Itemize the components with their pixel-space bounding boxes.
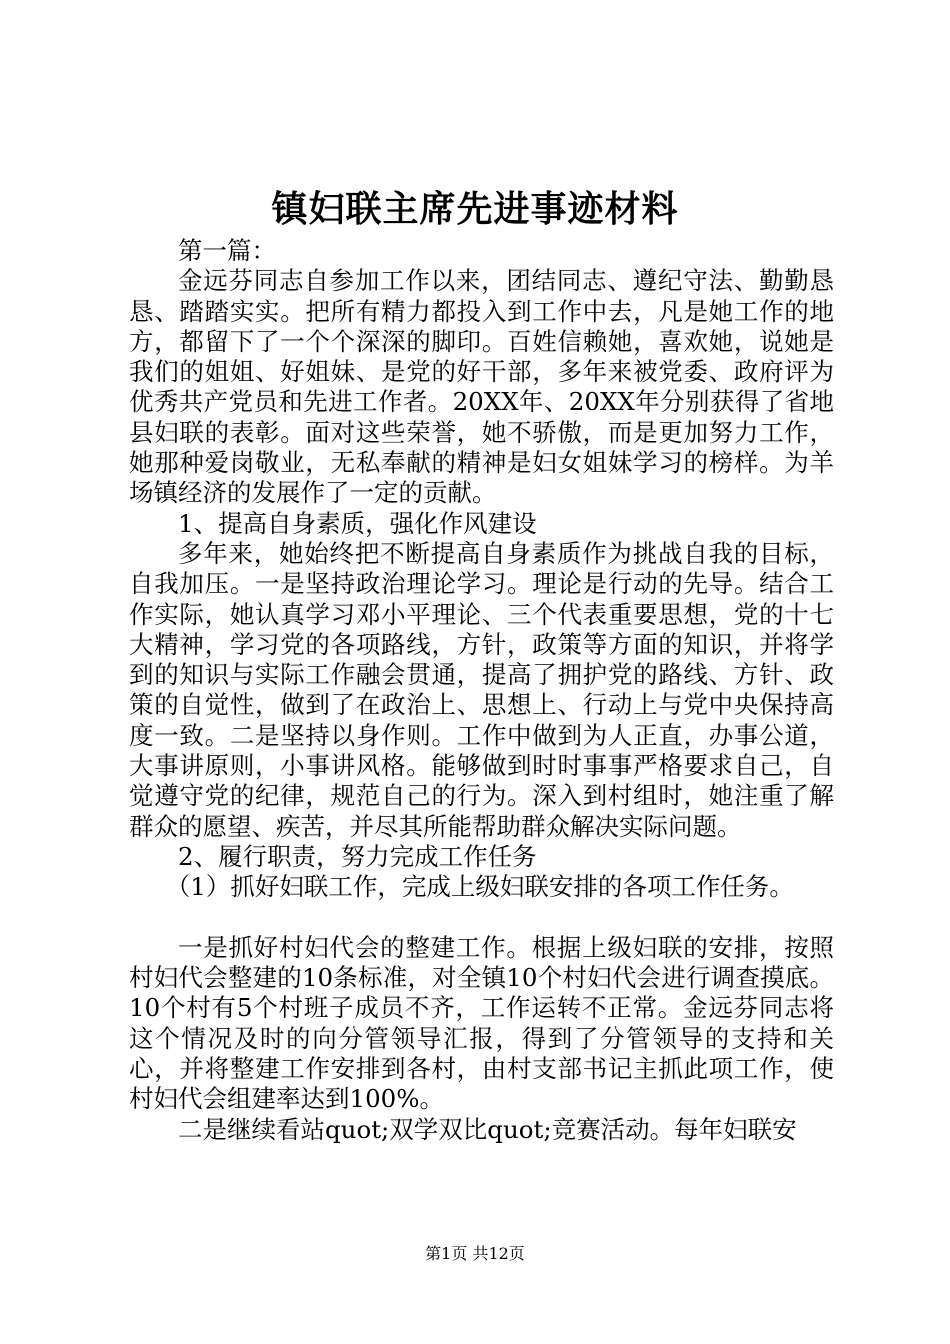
paragraph: 一是抓好村妇代会的整建工作。根据上级妇联的安排，按照村妇代会整建的10条标准，对全镇10个村妇代会进行调查摸底。10个村有5个村班子成员不齐，工作运转不正常。金远芬同志将这个情况及时的向分管领导汇报，得到了分管领导的支持和关心，并将整建工作安排到各村，由村支部书记主抓此项工作，使村妇代会组建率达到100%。 [129,932,834,1114]
document-body [129,236,834,1145]
paragraph: 二是继续看站quot;双学双比quot;竞赛活动。每年妇联安 [178,1114,797,1144]
paragraph: （1）抓好妇联工作，完成上级妇联安排的各项工作任务。 [165,872,794,902]
paragraph: 2、履行职责，努力完成工作任务 [178,841,537,871]
paragraph: 金远芬同志自参加工作以来，团结同志、遵纪守法、勤勤恳恳、踏踏实实。把所有精力都投入到工作中去，凡是她工作的地方，都留下了一个个深深的脚印。百姓信赖她，喜欢她，说她是我们的姐姐、好姐妹、是党的好干部，多年来被党委、政府评为优秀共产党员和先进工作者。20XX年、20XX年分别获得了省地县妇联的表彰。面对这些荣誉，她不骄傲，而是更加努力工作，她那种爱岗敬业，无私奉献的精神是妇女姐妹学习的榜样。为羊场镇经济的发展作了一定的贡献。 [129,266,834,508]
paragraph: 第一篇： [178,236,276,265]
paragraph: 多年来，她始终把不断提高自身素质作为挑战自我的目标，自我加压。一是坚持政治理论学习。理论是行动的先导。结合工作实际，她认真学习邓小平理论、三个代表重要思想，党的十七大精神，学习党的各项路线，方针，政策等方面的知识，并将学到的知识与实际工作融会贯通，提高了拥护党的路线、方针、政策的自觉性，做到了在政治上、思想上、行动上与党中央保持高度一致。二是坚持以身作则。工作中做到为人正直，办事公道，大事讲原则，小事讲风格。能够做到时时事事严格要求自己，自觉遵守党的纪律，规范自己的行为。深入到村组时，她注重了解群众的愿望、疾苦，并尽其所能帮助群众解决实际问题。 [129,538,834,841]
page-footer: 第1页 共12页 [425,1244,525,1263]
blank-line [129,903,834,933]
paragraph: 1、提高自身素质，强化作风建设 [178,508,537,538]
document-title: 镇妇联主席先进事迹材料 [271,188,679,230]
